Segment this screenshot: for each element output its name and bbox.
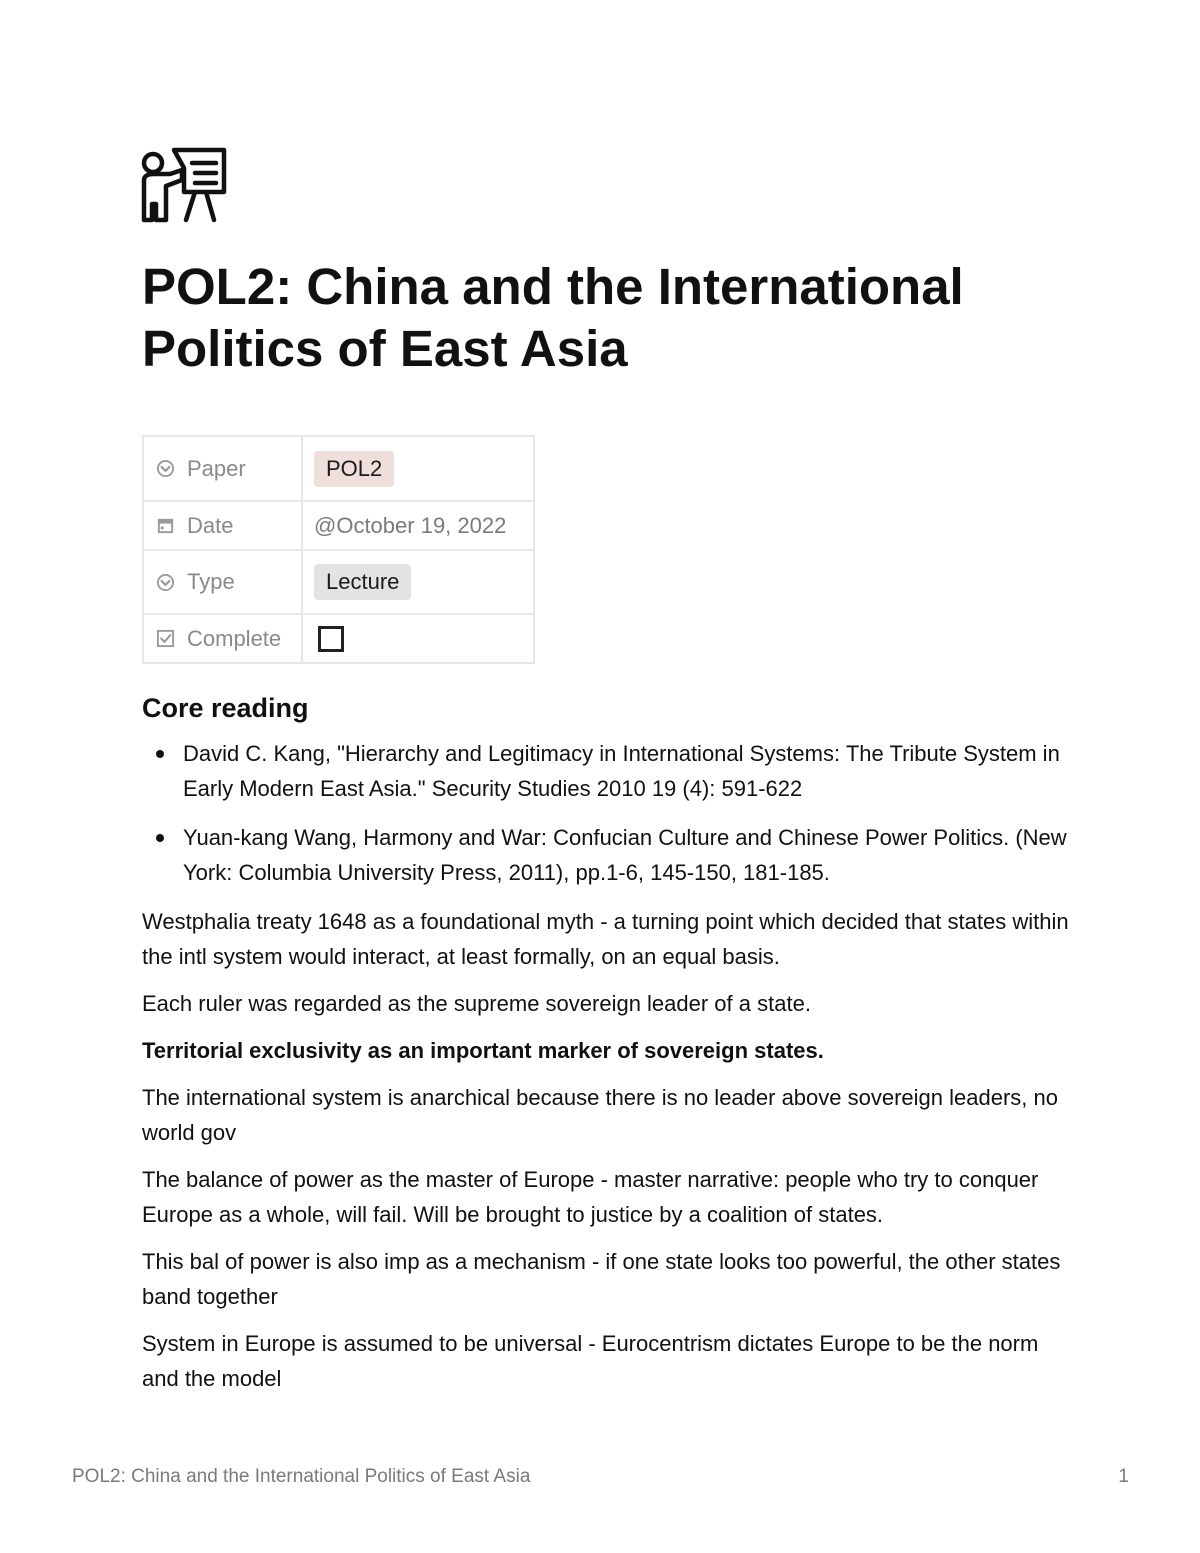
property-key-complete: Complete (187, 625, 282, 651)
core-reading-list (142, 736, 1072, 890)
paragraph: This bal of power is also imp as a mechanism - if one state looks too powerful, the other states band together (142, 1249, 1061, 1309)
bullet (156, 750, 164, 758)
reading-text: David C. Kang, "Hierarchy and Legitimacy in International Systems: The Tribute System in Early Modern East Asia." Security Studies 2010 19 (4): 591-622 (183, 741, 1060, 801)
paragraph: Westphalia treaty 1648 as a foundational myth - a turning point which decided that states within the intl system would interact, at least formally, on an equal basis. (142, 909, 1069, 969)
list-item (142, 736, 1072, 806)
property-row-complete (143, 614, 534, 663)
property-row-type (143, 550, 534, 614)
date-value[interactable]: @October 19, 2022 (314, 512, 507, 538)
property-key-type: Type (187, 569, 235, 594)
paragraph: System in Europe is assumed to be universal - Eurocentrism dictates Europe to be the norm and the model (142, 1331, 1039, 1391)
reading-text: Yuan-kang Wang, Harmony and War: Confucian Culture and Chinese Power Politics. (New York: Columbia University Press, 2011), pp.1-6, 145-150, 181-185. (183, 825, 1067, 885)
paragraph-bold: Territorial exclusivity as an important marker of sovereign states. (142, 1038, 824, 1063)
bullet (156, 834, 164, 842)
presenter-board-icon (140, 146, 230, 226)
paragraph: Each ruler was regarded as the supreme sovereign leader of a state. (142, 991, 811, 1016)
calendar-icon (156, 516, 175, 535)
paragraph: The balance of power as the master of Europe - master narrative: people who try to conquer Europe as a whole, will fail. Will be brought to justice by a coalition of states. (142, 1167, 1039, 1227)
page-body (142, 688, 1072, 1408)
core-reading-heading: Core reading (142, 693, 309, 723)
page-title: POL2: China and the International Politics of East Asia (142, 258, 964, 377)
paragraph: The international system is anarchical because there is no leader above sovereign leaders, no world gov (142, 1085, 1058, 1145)
type-tag[interactable]: Lecture (314, 564, 411, 600)
select-icon (156, 459, 175, 478)
property-key-paper: Paper (187, 455, 246, 481)
complete-checkbox[interactable] (318, 626, 344, 652)
footer-title: POL2: China and the International Politics of East Asia (72, 1466, 531, 1487)
select-icon (156, 573, 175, 592)
property-row-date (143, 501, 534, 550)
paper-tag[interactable]: POL2 (314, 451, 394, 487)
property-row-paper (143, 436, 534, 501)
property-key-date: Date (187, 512, 234, 538)
checkbox-icon (156, 629, 175, 648)
list-item (142, 820, 1072, 890)
properties-table (142, 435, 535, 664)
footer-page-number: 1 (1118, 1466, 1129, 1487)
